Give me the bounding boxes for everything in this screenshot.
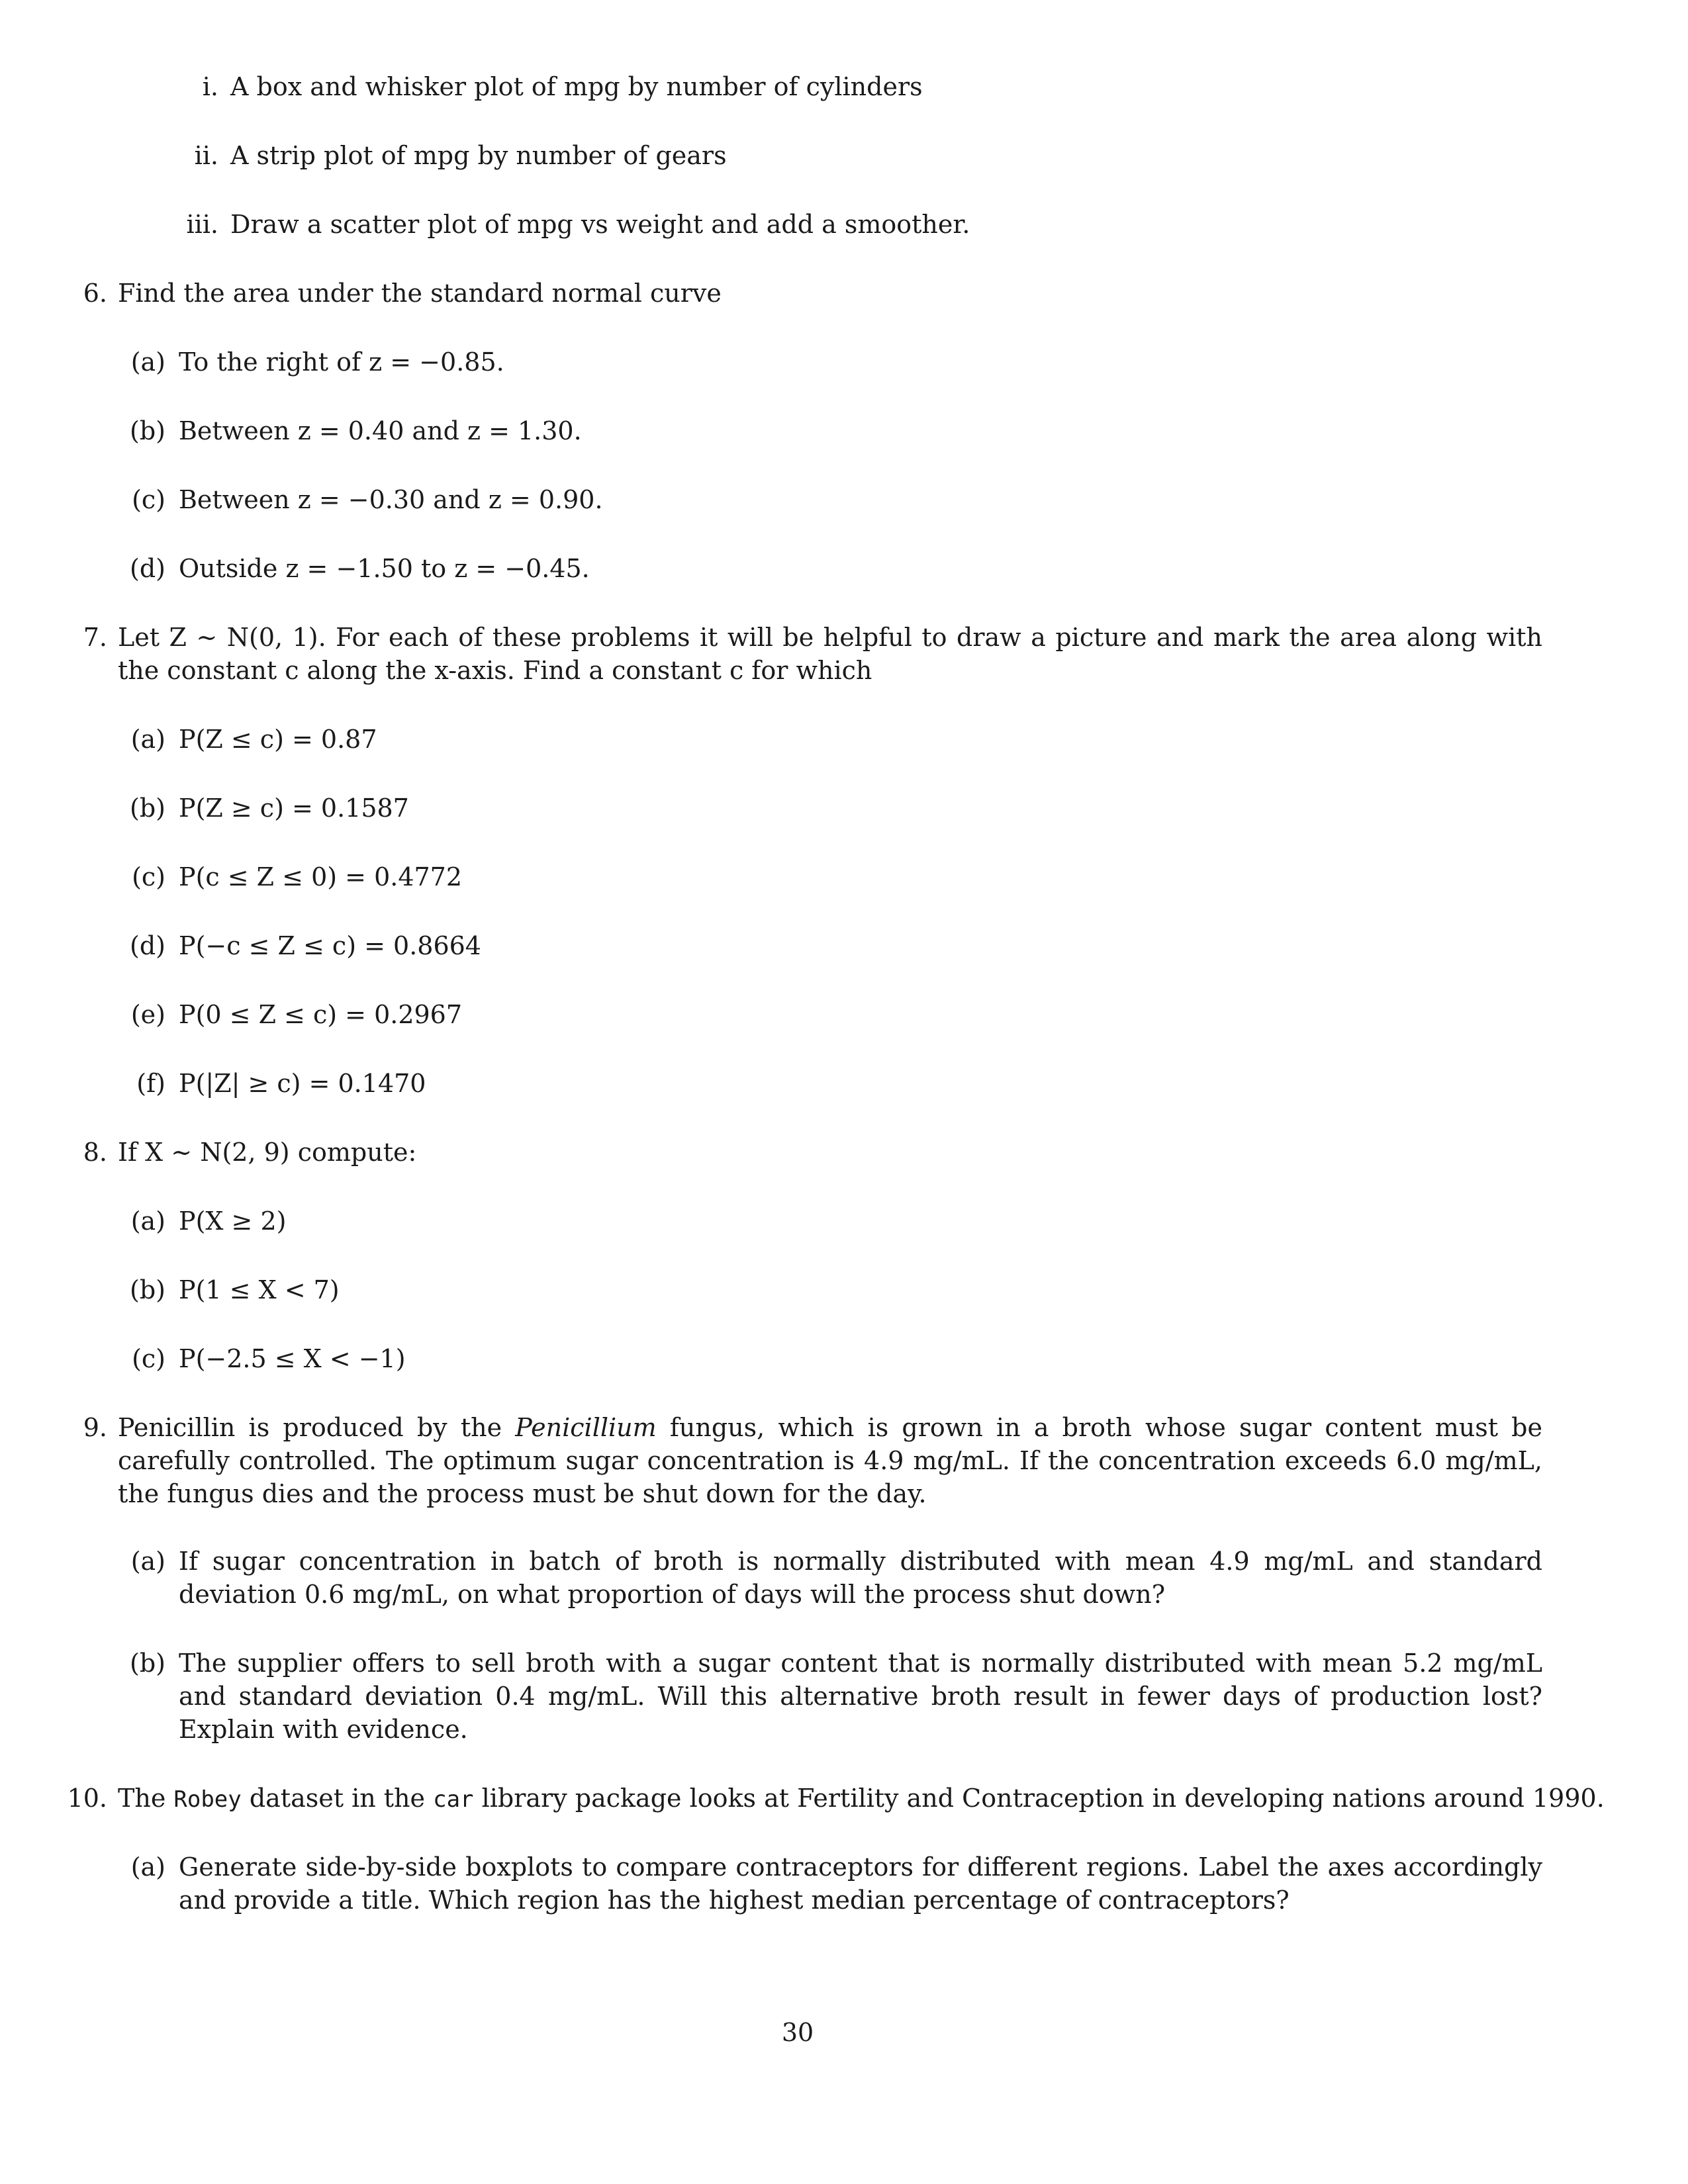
question-number-6: 6. <box>83 279 107 308</box>
part-text-7d: P(−c ≤ Z ≤ c) = 0.8664 <box>179 931 481 960</box>
part-text-6a: To the right of z = −0.85. <box>179 347 504 377</box>
part-text-10a: Generate side-by-side boxplots to compare contraceptors for different regions. Label the axes accordingly and provide a title. Which region has the highest median percentage of contraceptors? <box>179 1852 1542 1915</box>
item-label-i: i. <box>202 72 218 101</box>
part-text-6d: Outside z = −1.50 to z = −0.45. <box>179 554 590 583</box>
part-text-8a: P(X ≥ 2) <box>179 1206 287 1236</box>
question-number-8: 8. <box>83 1138 107 1167</box>
question-number-10: 10. <box>67 1784 107 1813</box>
part-text-7a: P(Z ≤ c) = 0.87 <box>179 725 377 754</box>
question-text-9-genus: Penicillium <box>515 1413 657 1442</box>
part-label-6a: (a) <box>130 347 165 377</box>
item-label-ii: ii. <box>194 141 218 170</box>
part-text-7f: P(|Z| ≥ c) = 0.1470 <box>179 1069 426 1098</box>
part-text-6c: Between z = −0.30 and z = 0.90. <box>179 485 603 514</box>
question-text-9 <box>118 1411 1542 1510</box>
question-text-10-part1: The <box>118 1784 174 1813</box>
question-text-6: Find the area under the standard normal curve <box>118 279 722 308</box>
part-label-7a: (a) <box>130 725 165 754</box>
page-number: 30 <box>781 2018 814 2047</box>
package-name-code: car <box>433 1786 474 1813</box>
part-label-6b: (b) <box>130 416 165 445</box>
item-label-iii: iii. <box>186 210 218 239</box>
part-text-9b: The supplier offers to sell broth with a sugar content that is normally distributed with mean 5.2 mg/mL and standard deviation 0.4 mg/mL. Will this alternative broth result in fewer days of production lost? Explain with evidence. <box>179 1649 1542 1744</box>
part-label-9a: (a) <box>130 1547 165 1576</box>
question-text-8: If X ∼ N(2, 9) compute: <box>118 1138 417 1167</box>
part-label-8c: (c) <box>132 1344 165 1373</box>
question-text-9-end: fungus, which is grown in a broth whose sugar content must be carefully controlled. The optimum sugar concentration is 4.9 mg/mL. If the concentration exceeds 6.0 mg/mL, the fungus dies and the process must be shut down for the day. <box>118 1413 1542 1508</box>
question-text-10 <box>118 1782 1605 1816</box>
part-text-8c: P(−2.5 ≤ X < −1) <box>179 1344 406 1373</box>
question-number-9: 9. <box>83 1413 107 1442</box>
item-text-i: A box and whisker plot of mpg by number of cylinders <box>230 72 923 101</box>
item-text-ii: A strip plot of mpg by number of gears <box>230 141 727 170</box>
question-text-9-start: Penicillin is produced by the <box>118 1413 516 1442</box>
part-label-7b: (b) <box>130 794 165 823</box>
part-label-7f: (f) <box>136 1069 165 1098</box>
part-label-10a: (a) <box>130 1852 165 1882</box>
part-text-6b: Between z = 0.40 and z = 1.30. <box>179 416 582 445</box>
part-label-8a: (a) <box>130 1206 165 1236</box>
part-text-7b: P(Z ≥ c) = 0.1587 <box>179 794 409 823</box>
dataset-name-code: Robey <box>173 1786 242 1813</box>
part-label-7d: (d) <box>130 931 165 960</box>
part-text-9a: If sugar concentration in batch of broth is normally distributed with mean 4.9 mg/mL and standard deviation 0.6 mg/mL, on what proportion of days will the process shut down? <box>179 1547 1542 1609</box>
part-text-8b: P(1 ≤ X < 7) <box>179 1275 340 1304</box>
part-text-7c: P(c ≤ Z ≤ 0) = 0.4772 <box>179 862 463 891</box>
part-label-9b: (b) <box>130 1649 165 1678</box>
item-text-iii: Draw a scatter plot of mpg vs weight and add a smoother. <box>230 210 970 239</box>
part-label-6c: (c) <box>132 485 165 514</box>
part-label-7e: (e) <box>130 1000 165 1029</box>
part-label-8b: (b) <box>130 1275 165 1304</box>
part-label-6d: (d) <box>130 554 165 583</box>
part-label-7c: (c) <box>132 862 165 891</box>
part-text-7e: P(0 ≤ Z ≤ c) = 0.2967 <box>179 1000 463 1029</box>
question-text-10-part2: dataset in the <box>241 1784 434 1813</box>
question-text-10-part3: library package looks at Fertility and Contraception in developing nations around 1990. <box>473 1784 1605 1813</box>
question-text-7: Let Z ∼ N(0, 1). For each of these problems it will be helpful to draw a picture and mark the area along with the constant c along the x-axis. Find a constant c for which <box>118 623 1542 685</box>
question-number-7: 7. <box>83 623 107 652</box>
